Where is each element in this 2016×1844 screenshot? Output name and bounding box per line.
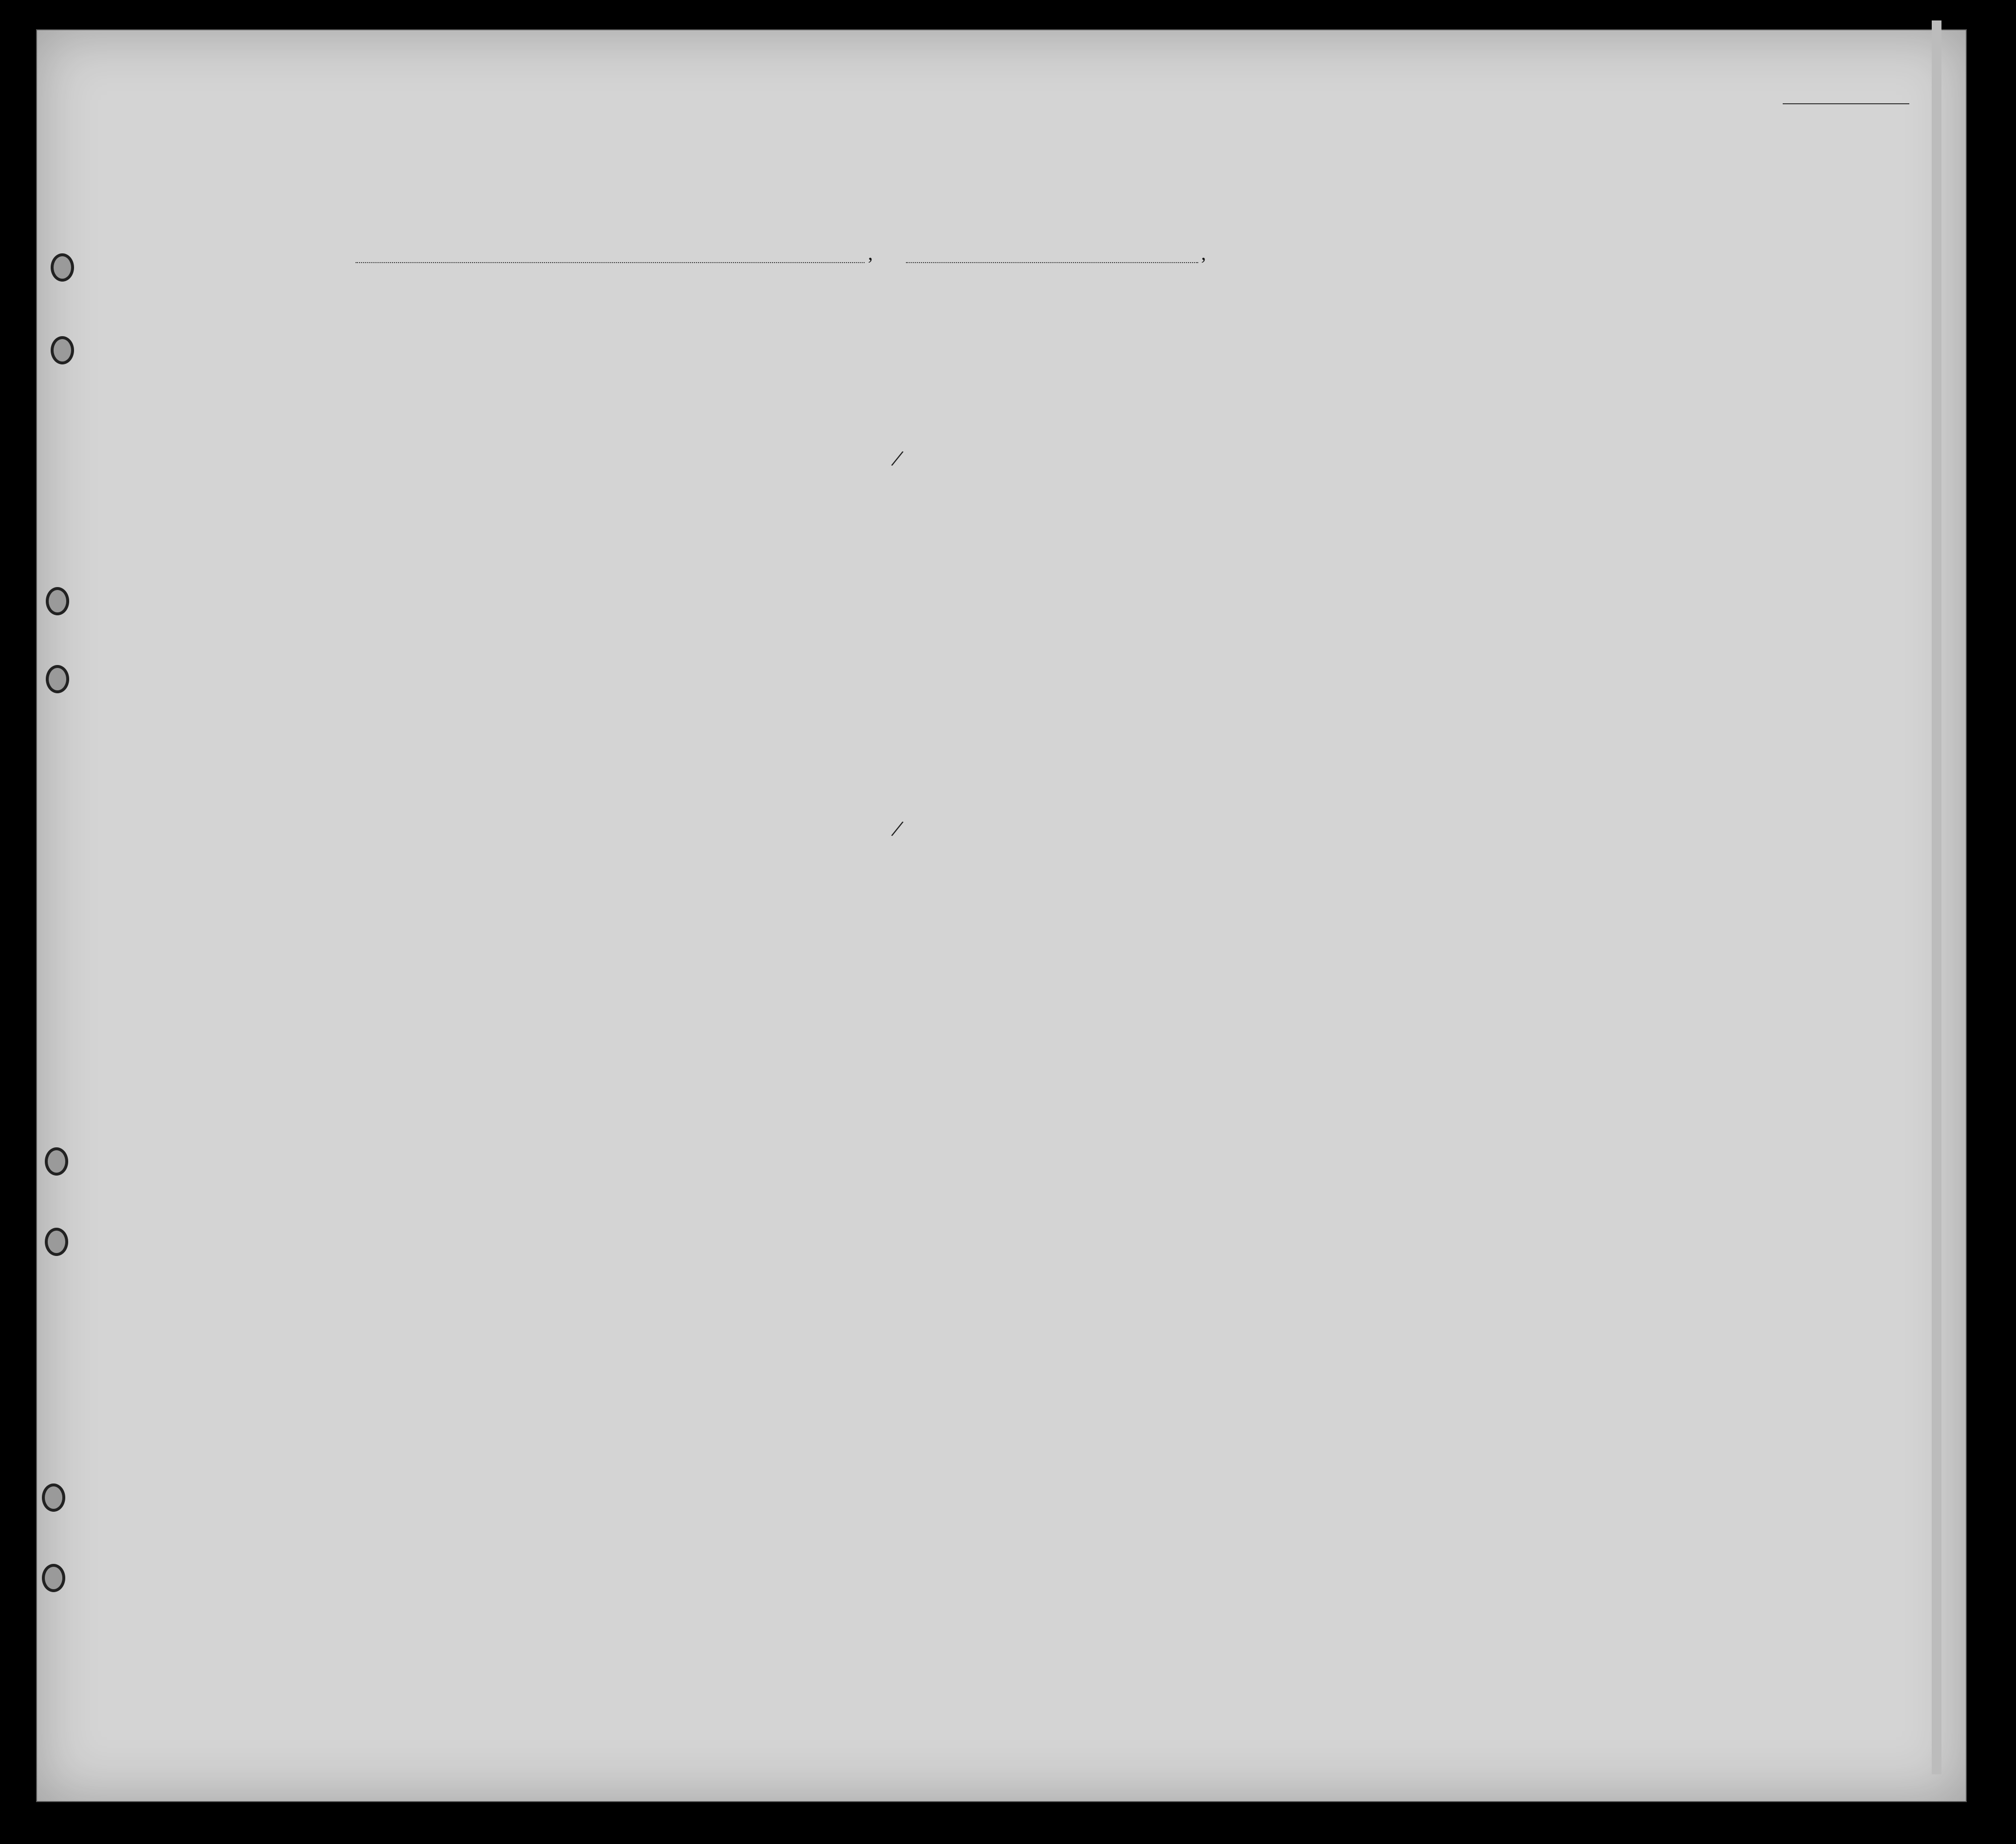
header-citizen — [1262, 341, 1283, 448]
header-inches — [1671, 404, 1679, 443]
checkmark-annotation: / — [889, 444, 905, 473]
header-money — [709, 317, 726, 443]
header-length-stay — [1218, 341, 1237, 448]
header-q29 — [1442, 331, 1471, 448]
header-q30 — [1488, 331, 1507, 448]
header-feet — [1646, 404, 1655, 443]
header-polygamist — [1337, 336, 1348, 448]
comma: , — [1201, 242, 1206, 264]
header-q28 — [1388, 331, 1437, 448]
header-ticket — [587, 317, 597, 443]
header-anarchist — [1371, 336, 1382, 448]
header-prison — [1296, 336, 1320, 448]
comma: , — [868, 242, 873, 264]
header-purpose-return — [1145, 341, 1174, 448]
checkmark-annotation: / — [889, 815, 905, 843]
